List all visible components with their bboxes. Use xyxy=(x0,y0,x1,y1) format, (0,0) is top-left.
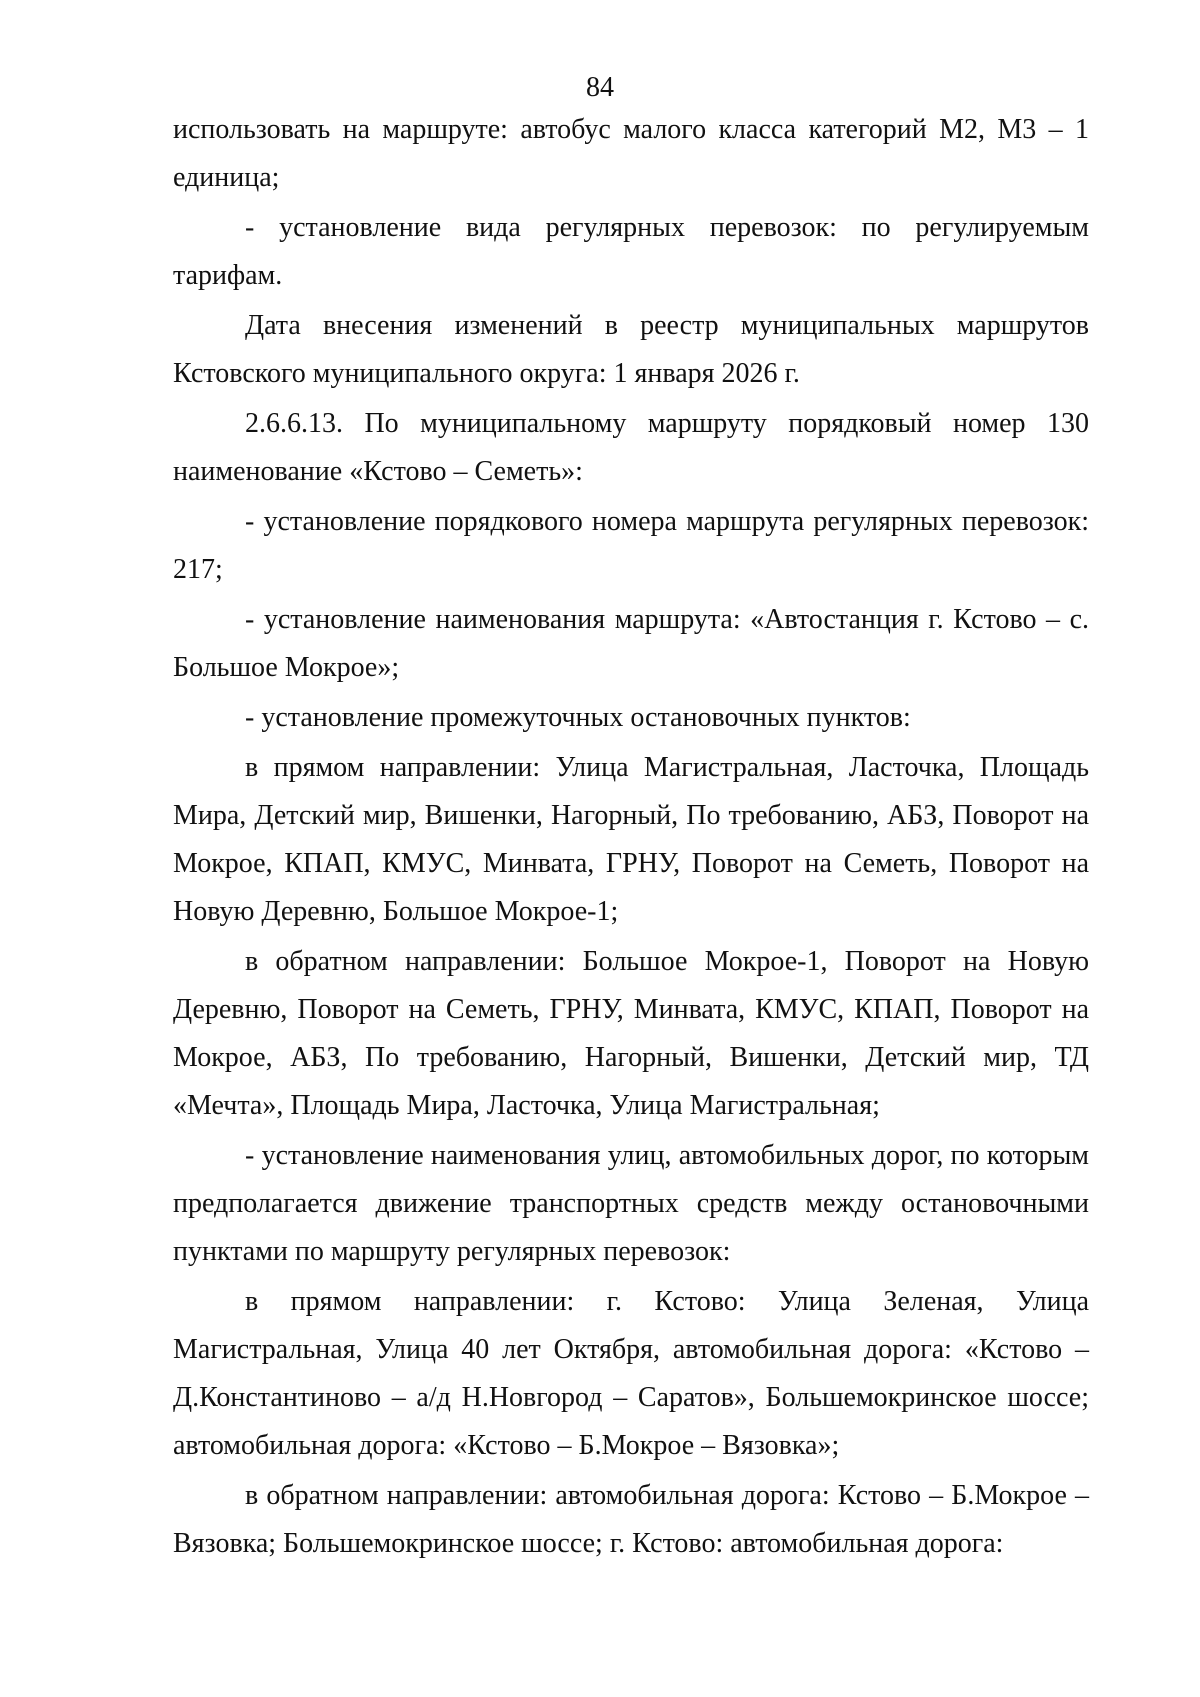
paragraph: Дата внесения изменений в реестр муниципальных маршрутов Кстовского муниципального округа: 1 января 2026 г. xyxy=(173,310,1089,389)
paragraph: 2.6.6.13. По муниципальному маршруту порядковый номер 130 наименование «Кстово – Семеть»: xyxy=(173,408,1089,487)
paragraph: в обратном направлении: Большое Мокрое-1, Поворот на Новую Деревню, Поворот на Семеть, ГРНУ, Минвата, КМУС, КПАП, Поворот на Мокрое, АБЗ, По требованию, Нагорный, Вишенки, Детский мир, ТД «Мечта», Площадь Мира, Ласточка, Улица Магистральная; xyxy=(173,946,1089,1121)
paragraph: в обратном направлении: автомобильная дорога: Кстово – Б.Мокрое – Вязовка; Большемокринское шоссе; г. Кстово: автомобильная дорога: xyxy=(173,1480,1089,1559)
page-number: 84 xyxy=(586,72,614,103)
paragraph: - установление наименования маршрута: «Автостанция г. Кстово – с. Большое Мокрое»; xyxy=(173,604,1089,683)
paragraph: - установление промежуточных остановочных пунктов: xyxy=(245,702,911,733)
paragraph: - установление наименования улиц, автомобильных дорог, по которым предполагается движение транспортных средств между остановочными пунктами по маршруту регулярных перевозок: xyxy=(173,1140,1089,1267)
paragraph: в прямом направлении: Улица Магистральная, Ласточка, Площадь Мира, Детский мир, Вишенки, Нагорный, По требованию, АБЗ, Поворот на Мокрое, КПАП, КМУС, Минвата, ГРНУ, Поворот на Семеть, Поворот на Новую Деревню, Большое Мокрое-1; xyxy=(173,752,1089,927)
document-body xyxy=(173,106,1089,1568)
paragraph: в прямом направлении: г. Кстово: Улица Зеленая, Улица Магистральная, Улица 40 лет Октября, автомобильная дорога: «Кстово –Д.Константиново – а/д Н.Новгород – Саратов», Большемокринское шоссе; автомобильная дорога: «Кстово – Б.Мокрое – Вязовка»; xyxy=(173,1286,1089,1461)
paragraph: использовать на маршруте: автобус малого класса категорий М2, М3 – 1 единица; xyxy=(173,114,1089,193)
paragraph: - установление порядкового номера маршрута регулярных перевозок: 217; xyxy=(173,506,1089,585)
paragraph: - установление вида регулярных перевозок: по регулируемым тарифам. xyxy=(173,212,1089,291)
